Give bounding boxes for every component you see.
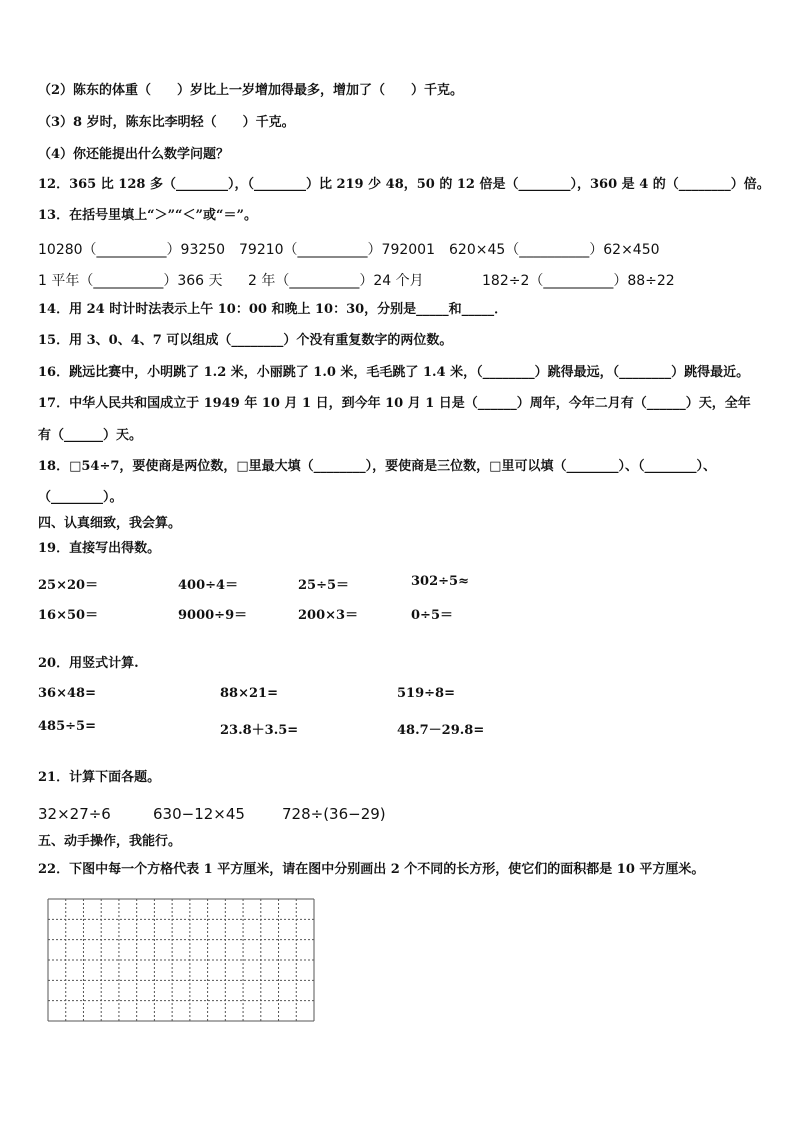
q15-text: 15．用 3、0、4、7 可以组成（________）个没有重复数字的两位数。 [38, 333, 453, 348]
q20-r2c1: 485÷5= [38, 719, 96, 734]
q13-row1-item3: 620×45（__________）62×450 [449, 242, 660, 258]
q19-r2c4: 0÷5＝ [411, 608, 453, 623]
q21-item2: 630−12×45 [153, 805, 245, 823]
q12-text: 12．365 比 128 多（________），（________）比 219 少 48，50 的 12 倍是（________），360 是 4 的（________）倍。 [38, 177, 770, 192]
q18-line2: （________）。 [38, 490, 123, 505]
q20-title: 20．用竖式计算. [38, 656, 139, 671]
q13-row1-item1: 10280（__________）93250 [38, 242, 226, 258]
q21-item1: 32×27÷6 [38, 805, 111, 823]
q19-r1c1: 25×20＝ [38, 578, 99, 593]
q21-title: 21．计算下面各题。 [38, 770, 161, 785]
q20-r2c3: 48.7－29.8= [397, 723, 485, 738]
section4-heading: 四、认真细致，我会算。 [38, 516, 182, 531]
q20-r2c2: 23.8＋3.5= [220, 723, 299, 738]
q17-line2: 有（______）天。 [38, 428, 143, 443]
q16-text: 16．跳远比赛中，小明跳了 1.2 米，小丽跳了 1.0 米，毛毛跳了 1.4 米，（________）跳得最远，（________）跳得最近。 [38, 365, 750, 380]
q20-r1c1: 36×48= [38, 686, 96, 701]
q13-row2-item3: 182÷2（__________）88÷22 [482, 273, 675, 289]
q19-r1c4: 302÷5≈ [411, 574, 469, 589]
q18-line1: 18．□54÷7，要使商是两位数，□里最大填（________），要使商是三位数，□里可以填（________）、（________）、 [38, 459, 716, 474]
q11-part4: （4）你还能提出什么数学问题？ [38, 147, 230, 162]
q19-r2c2: 9000÷9＝ [178, 608, 248, 623]
q13-row2-item1: 1 平年（__________）366 天 [38, 273, 223, 289]
section5-heading: 五、动手操作，我能行。 [38, 834, 182, 849]
q19-r2c3: 200×3＝ [298, 608, 359, 623]
q19-r1c3: 25÷5＝ [298, 578, 350, 593]
q20-r1c2: 88×21= [220, 686, 278, 701]
q13-row1-item2: 79210（__________）792001 [239, 242, 435, 258]
q20-r1c3: 519÷8= [397, 686, 455, 701]
q19-r1c2: 400÷4＝ [178, 578, 239, 593]
q21-item3: 728÷(36−29) [282, 805, 386, 823]
q13-row2-item2: 2 年（__________）24 个月 [248, 273, 424, 289]
q13-title: 13．在括号里填上“＞”“＜”或“＝”。 [38, 208, 257, 223]
q14-text: 14．用 24 时计时法表示上午 10：00 和晚上 10：30，分别是_____和_____． [38, 302, 508, 317]
q11-part3: （3）8 岁时，陈东比李明轻（ ）千克。 [38, 115, 295, 130]
square-grid[interactable] [46, 897, 316, 1023]
q19-r2c1: 16×50＝ [38, 608, 99, 623]
q17-line1: 17．中华人民共和国成立于 1949 年 10 月 1 日，到今年 10 月 1 日是（______）周年，今年二月有（______）天，全年 [38, 396, 751, 411]
q11-part2: （2）陈东的体重（ ）岁比上一岁增加得最多，增加了（ ）千克。 [38, 83, 464, 98]
q19-title: 19．直接写出得数。 [38, 541, 161, 556]
q22-text: 22．下图中每一个方格代表 1 平方厘米，请在图中分别画出 2 个不同的长方形，使它们的面积都是 10 平方厘米。 [38, 862, 705, 877]
